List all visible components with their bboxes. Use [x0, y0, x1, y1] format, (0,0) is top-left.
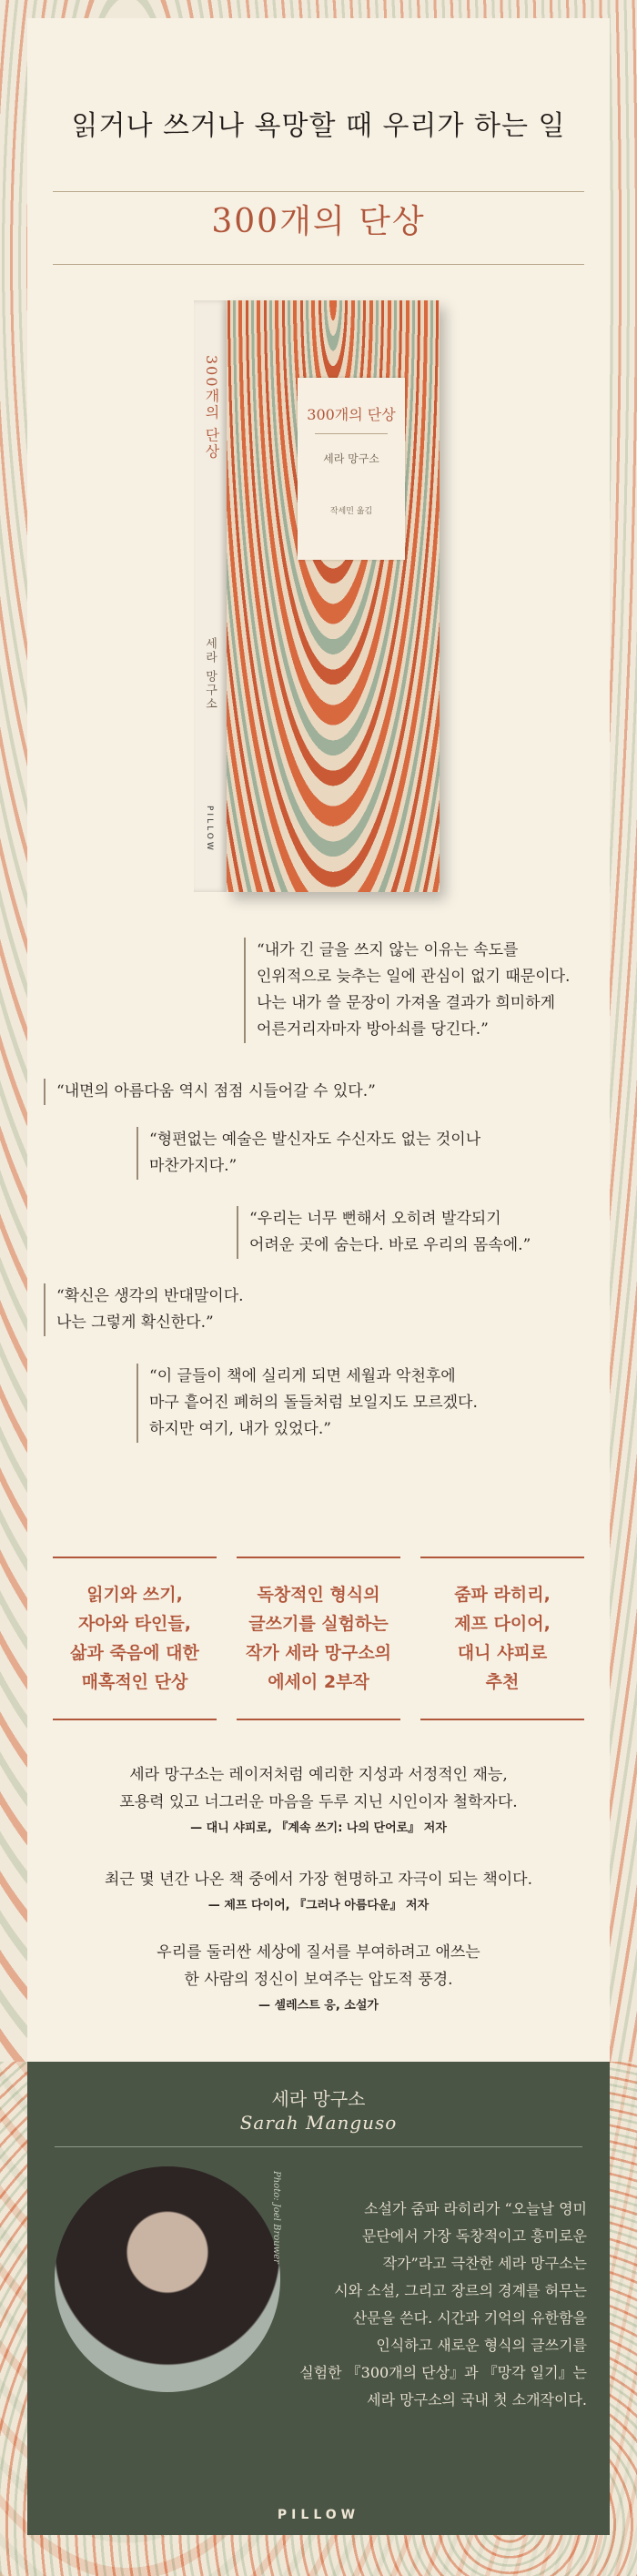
highlights	[53, 1557, 584, 1720]
highlight-1: 읽기와 쓰기, 자아와 타인들, 삶과 죽음에 대한 매혹적인 단상	[53, 1557, 217, 1720]
praise-text: 세라 망구소는 레이저처럼 예리한 지성과 서정적인 재능, 포용력 있고 너그러운 마음을 두루 지닌 시인이자 철학자다.	[119, 1766, 518, 1811]
highlight-3: 줌파 라히리, 제프 다이어, 대니 샤피로 추천	[420, 1557, 584, 1720]
cover-label	[298, 378, 405, 560]
book-spine	[194, 300, 227, 892]
cover-rule	[315, 433, 388, 434]
praise-1	[27, 1761, 610, 1835]
page-title: 300개의 단상	[211, 203, 426, 240]
praise-text: 우리를 둘러싼 세상에 질서를 부여하려고 애쓰는 한 사람의 정신이 보여주는 압도적 풍경.	[157, 1943, 480, 1989]
spine-author: 세라 망구소	[203, 637, 217, 712]
author-photo	[55, 2166, 280, 2392]
praise-source: — 셀레스트 응, 소설가	[258, 1999, 379, 2013]
author-rule	[55, 2146, 582, 2147]
author-bio: 소설가 줌파 라히리가 “오늘날 영미 문단에서 가장 독창적이고 흥미로운 작가”라고 극찬한 세라 망구소는 시와 소설, 그리고 장르의 경계를 허무는 산문을 쓴다. 시간과 기억의 유한함을 인식하고 새로운 형식의 글쓰기를 실험한 『300개의 단상』과 『망각 일기』는 세라 망구소의 국내 첫 소개작이다.	[299, 2200, 587, 2409]
author-name-english: Sarah Manguso	[239, 2112, 398, 2134]
cover-title: 300개의 단상	[307, 406, 396, 423]
title-rule-bottom	[53, 264, 584, 265]
quote-2: “내면의 아름다움 역시 점점 시들어갈 수 있다.”	[44, 1079, 376, 1105]
spine-publisher: PILLOW	[205, 806, 214, 853]
quote-1: “내가 긴 글을 쓰지 않는 이유는 속도를 인위적으로 늦추는 일에 관심이 없기 때문이다. 나는 내가 쓸 문장이 가져올 결과가 희미하게 어른거리자마자 방아쇠를 당긴다.”	[244, 938, 570, 1043]
book-image	[194, 300, 440, 892]
tagline-banner	[27, 55, 610, 191]
tagline: 읽거나 쓰거나 욕망할 때 우리가 하는 일	[71, 110, 566, 142]
photo-credit: Photo: Joel Brouwer	[271, 2171, 281, 2264]
praise-source: — 제프 다이어, 『그러나 아름다운』 저자	[207, 1899, 430, 1912]
praise-2	[27, 1866, 610, 1912]
publisher-logo: PILLOW	[277, 2508, 360, 2522]
quote-4: “우리는 너무 뻔해서 오히려 발각되기 어려운 곳에 숨는다. 바로 우리의 몸속에.”	[237, 1206, 531, 1259]
cover-translator: 작세민 옮김	[329, 507, 373, 516]
book-cover	[227, 300, 440, 892]
author-name-korean: 세라 망구소	[271, 2088, 366, 2110]
quote-3: “형편없는 예술은 발신자도 수신자도 없는 것이나 마찬가지다.”	[136, 1127, 480, 1180]
praise-source: — 대니 샤피로, 『계속 쓰기: 나의 단어로』 저자	[190, 1821, 447, 1835]
cover-author: 세라 망구소	[323, 452, 379, 465]
quote-6: “이 글들이 책에 실리게 되면 세월과 악천후에 마구 흩어진 폐허의 돌들처럼 보일지도 모르겠다. 하지만 여기, 내가 있었다.”	[136, 1364, 478, 1443]
praise-text: 최근 몇 년간 나온 책 중에서 가장 현명하고 자극이 되는 책이다.	[105, 1871, 532, 1889]
spine-title: 300개의 단상	[203, 355, 220, 461]
quote-5: “확신은 생각의 반대말이다. 나는 그렇게 확신한다.”	[44, 1283, 244, 1336]
highlight-2: 독창적인 형식의 글쓰기를 실험하는 작가 세라 망구소의 에세이 2부작	[237, 1557, 400, 1720]
title-rule-top	[53, 191, 584, 192]
praise-3	[27, 1939, 610, 2013]
